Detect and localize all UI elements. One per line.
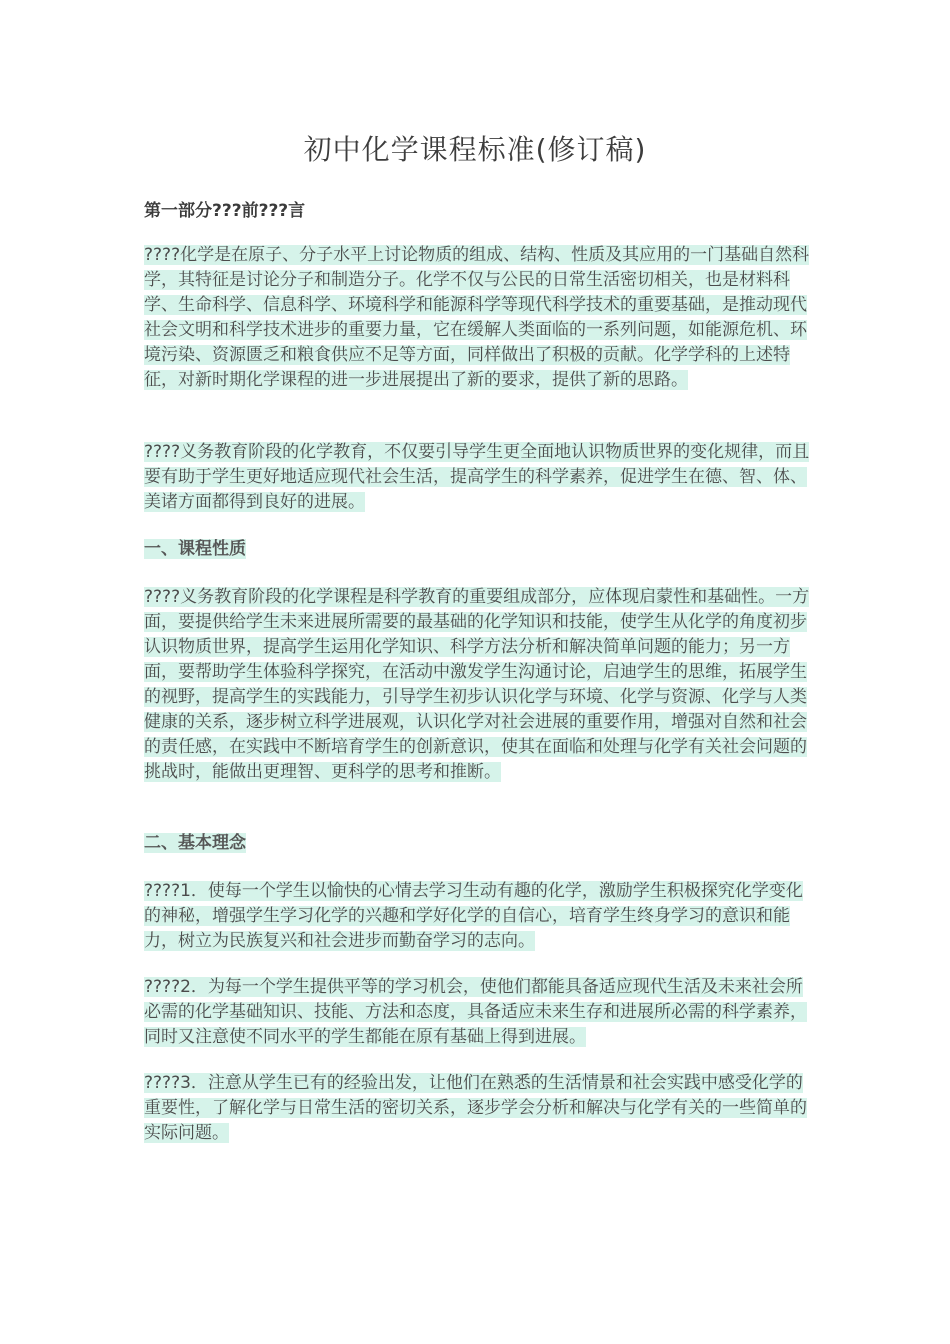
section-1-heading-text: 一、课程性质 bbox=[144, 539, 246, 559]
paragraph-5-text: ????2．为每一个学生提供平等的学习机会，使他们都能具备适应现代生活及未来社会所必需的化学基础知识、技能、方法和态度，具备适应未来生存和进展所必需的科学素养，同时又注意使不同水平的学生都能在原有基础上得到进展。 bbox=[144, 977, 807, 1047]
section-2-heading-text: 二、基本理念 bbox=[144, 833, 246, 853]
paragraph-4 bbox=[144, 879, 819, 954]
paragraph-2-text: ????义务教育阶段的化学教育，不仅要引导学生更全面地认识物质世界的变化规律，而且要有助于学生更好地适应现代社会生活，提高学生的科学素养，促进学生在德、智、体、美诸方面都得到良好的进展。 bbox=[144, 442, 810, 512]
paragraph-2 bbox=[144, 440, 819, 515]
paragraph-6 bbox=[144, 1071, 819, 1146]
paragraph-4-text: ????1．使每一个学生以愉快的心情去学习生动有趣的化学，激励学生积极探究化学变化的神秘，增强学生学习化学的兴趣和学好化学的自信心，培育学生终身学习的意识和能力，树立为民族复兴和社会进步而勤奋学习的志向。 bbox=[144, 881, 803, 951]
paragraph-1-text: ????化学是在原子、分子水平上讨论物质的组成、结构、性质及其应用的一门基础自然科学，其特征是讨论分子和制造分子。化学不仅与公民的日常生活密切相关，也是材料科学、生命科学、信息科学、环境科学和能源科学等现代科学技术的重要基础，是推动现代社会文明和科学技术进步的重要力量，它在缓解人类面临的一系列问题，如能源危机、环境污染、资源匮乏和粮食供应不足等方面，同样做出了积极的贡献。化学学科的上述特征，对新时期化学课程的进一步进展提出了新的要求，提供了新的思路。 bbox=[144, 245, 810, 390]
paragraph-3 bbox=[144, 585, 819, 785]
section-2-heading bbox=[144, 831, 246, 855]
paragraph-3-text: ????义务教育阶段的化学课程是科学教育的重要组成部分，应体现启蒙性和基础性。一方面，要提供给学生未来进展所需要的最基础的化学知识和技能，使学生从化学的角度初步认识物质世界，提高学生运用化学知识、科学方法分析和解决简单问题的能力；另一方面，要帮助学生体验科学探究，在活动中激发学生沟通讨论，启迪学生的思维，拓展学生的视野，提高学生的实践能力，引导学生初步认识化学与环境、化学与资源、化学与人类健康的关系，逐步树立科学进展观，认识化学对社会进展的重要作用，增强对自然和社会的责任感，在实践中不断培育学生的创新意识，使其在面临和处理与化学有关社会问题的挑战时，能做出更理智、更科学的思考和推断。 bbox=[144, 587, 810, 782]
document-title: 初中化学课程标准(修订稿) bbox=[303, 133, 647, 166]
part-heading: 第一部分???前???言 bbox=[144, 201, 306, 221]
section-1-heading bbox=[144, 537, 246, 561]
paragraph-1 bbox=[144, 243, 819, 393]
paragraph-5 bbox=[144, 975, 819, 1050]
paragraph-6-text: ????3．注意从学生已有的经验出发，让他们在熟悉的生活情景和社会实践中感受化学的重要性，了解化学与日常生活的密切关系，逐步学会分析和解决与化学有关的一些简单的实际问题。 bbox=[144, 1073, 807, 1143]
